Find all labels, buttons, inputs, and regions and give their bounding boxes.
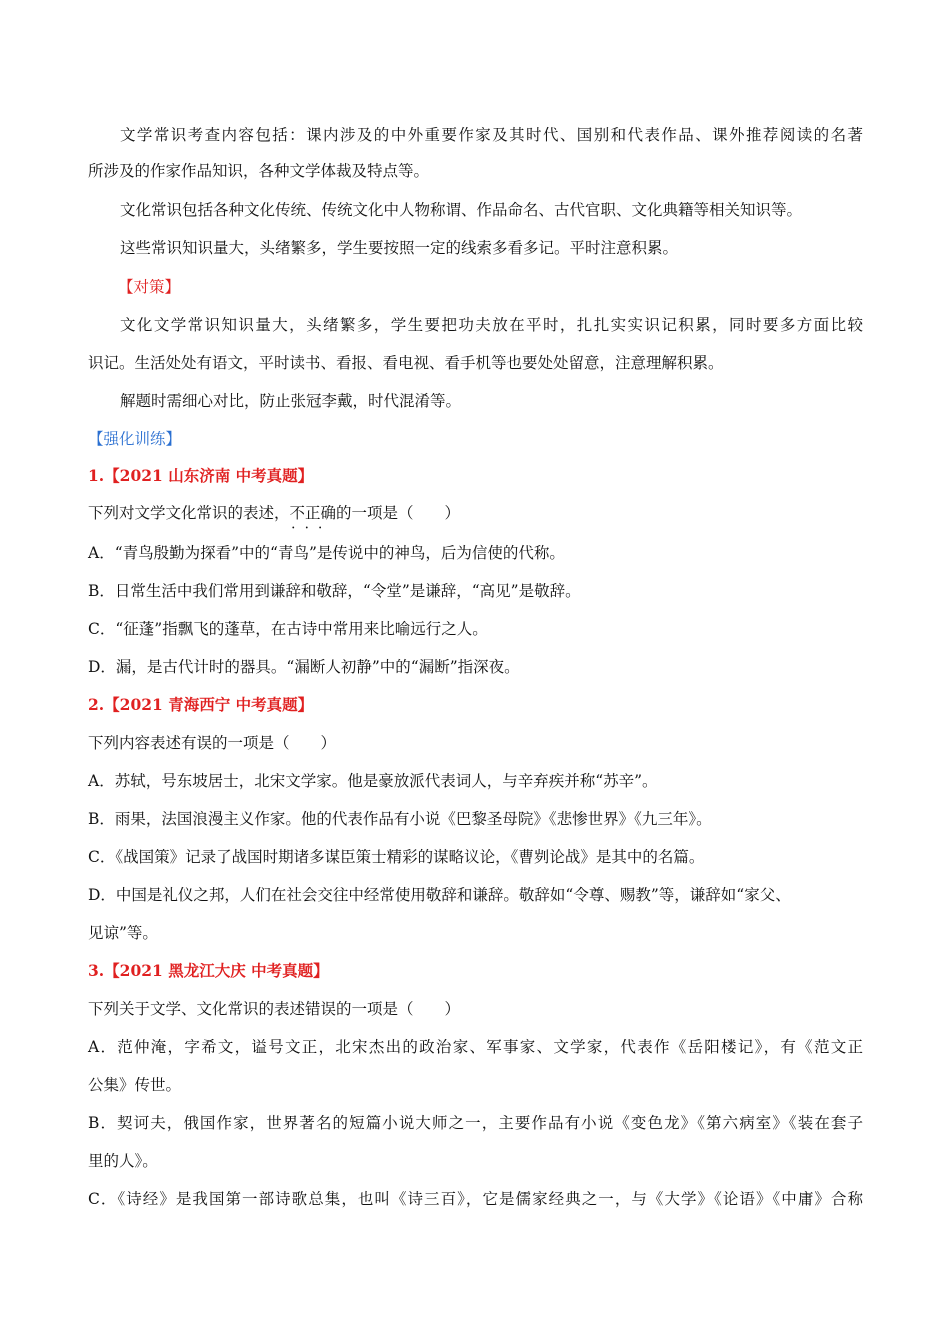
- intro-paragraph-3: 这些常识知识量大，头绪繁多，学生要按照一定的线索多看多记。平时注意积累。: [120, 239, 679, 257]
- question-3-heading: 3.【2021 黑龙江大庆 中考真题】: [88, 961, 329, 980]
- question-1-stem: [88, 502, 460, 524]
- question-2-option-d-line-1: D．中国是礼仪之邦，人们在社会交往中经常使用敬辞和谦辞。敬辞如“令尊、赐教”等，谦辞如“家父、: [88, 886, 791, 904]
- intro-paragraph-1-line-1: 文学常识考查内容包括：课内涉及的中外重要作家及其时代、国别和代表作品、课外推荐阅读的名著: [120, 126, 863, 144]
- intro-paragraph-1-line-2: 所涉及的作家作品知识，各种文学体裁及特点等。: [88, 162, 430, 180]
- question-1-option-a: A．“青鸟殷勤为探看”中的“青鸟”是传说中的神鸟，后为信使的代称。: [88, 544, 565, 562]
- question-1-stem-before: 下列对文学文化常识的表述，: [88, 504, 290, 522]
- question-2-heading: 2.【2021 青海西宁 中考真题】: [88, 695, 314, 714]
- question-1-option-d: D．漏，是古代计时的器具。“漏断人初静”中的“漏断”指深夜。: [88, 658, 520, 676]
- question-1-option-b: B．日常生活中我们常用到谦辞和敬辞，“令堂”是谦辞，“高见”是敬辞。: [88, 582, 581, 600]
- strategy-paragraph-1-line-2: 识记。生活处处有语文，平时读书、看报、看电视、看手机等也要处处留意，注意理解积累。: [88, 354, 724, 372]
- question-2-option-c: C．《战国策》记录了战国时期诸多谋臣策士精彩的谋略议论，《曹刿论战》是其中的名篇。: [88, 848, 705, 866]
- strategy-paragraph-2: 解题时需细心对比，防止张冠李戴，时代混淆等。: [120, 392, 462, 410]
- question-2-option-a: A．苏轼，号东坡居士，北宋文学家。他是豪放派代表词人，与辛弃疾并称“苏辛”。: [88, 772, 658, 790]
- intro-paragraph-2: 文化常识包括各种文化传统、传统文化中人物称谓、作品命名、古代官职、文化典籍等相关知识等。: [120, 201, 803, 219]
- question-2-option-d-line-2: 见谅”等。: [88, 924, 158, 942]
- question-1-option-c: C．“征蓬”指飘飞的蓬草，在古诗中常用来比喻远行之人。: [88, 620, 488, 638]
- question-3-option-a-line-2: 公集》传世。: [88, 1076, 182, 1094]
- question-1-heading: 1.【2021 山东济南 中考真题】: [88, 466, 314, 485]
- question-3-option-a-line-1: A．范仲淹，字希文，谥号文正，北宋杰出的政治家、军事家、文学家，代表作《岳阳楼记》，有《范文正: [88, 1038, 863, 1056]
- question-3-stem: 下列关于文学、文化常识的表述错误的一项是（ ）: [88, 1000, 461, 1018]
- question-1-stem-emphasis: 不正确 • • •: [290, 504, 337, 522]
- question-2-option-b: B．雨果，法国浪漫主义作家。他的代表作品有小说《巴黎圣母院》《悲惨世界》《九三年》。: [88, 810, 712, 828]
- question-3-option-c-line-1: C．《诗经》是我国第一部诗歌总集，也叫《诗三百》，它是儒家经典之一，与《大学》《论语》《中庸》合称: [88, 1190, 863, 1208]
- question-2-stem: 下列内容表述有误的一项是（ ）: [88, 734, 337, 752]
- strategy-heading: 【对策】: [118, 278, 181, 296]
- question-3-option-b-line-1: B．契诃夫，俄国作家，世界著名的短篇小说大师之一，主要作品有小说《变色龙》《第六病室》《装在套子: [88, 1114, 863, 1132]
- strategy-paragraph-1-line-1: 文化文学常识知识量大，头绪繁多，学生要把功夫放在平时，扎扎实实识记积累，同时要多方面比较: [120, 316, 863, 334]
- question-3-option-b-line-2: 里的人》。: [88, 1152, 158, 1170]
- question-1-stem-after: 的一项是（ ）: [336, 504, 461, 522]
- training-heading: 【强化训练】: [88, 430, 182, 448]
